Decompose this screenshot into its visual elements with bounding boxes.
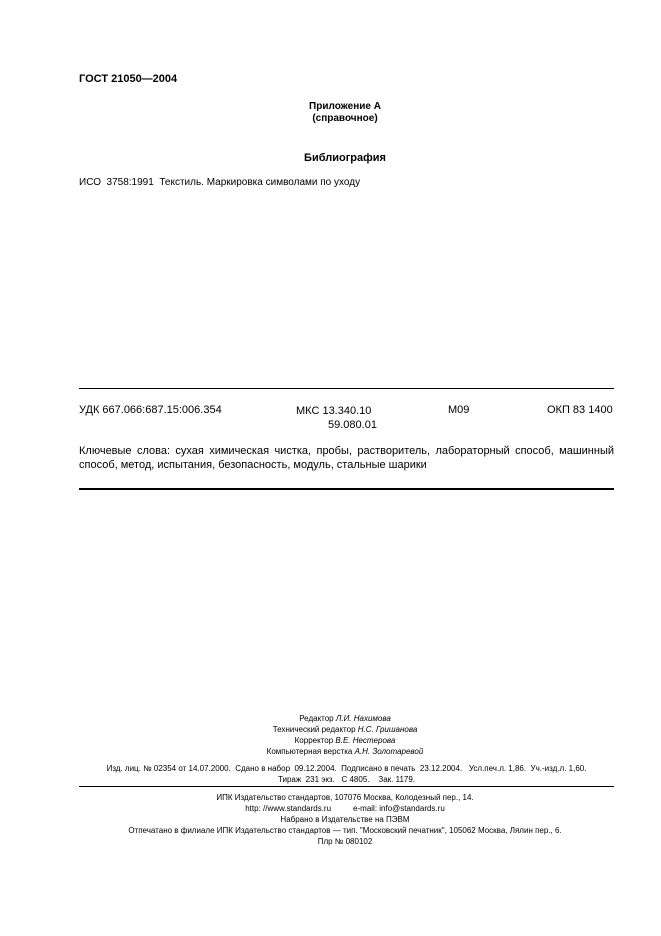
credit-role: Компьютерная верстка	[266, 747, 353, 756]
imprint-block	[79, 763, 614, 785]
divider-top	[79, 388, 614, 389]
udk-code: УДК 667.066:687.15:006.354	[79, 404, 222, 416]
imprint-line: Изд. лиц. № 02354 от 14.07.2000. Сдано в набор 09.12.2004. Подписано в печать 23.12.2004. Усл.печ.л. 1,86. Уч.-изд.л. 1,60.	[106, 764, 587, 773]
mks-code-line1: МКС 13.340.10	[296, 405, 372, 417]
credit-editor	[0, 713, 661, 724]
publisher-address: ИПК Издательство стандартов, 107076 Москва, Колодезный пер., 14.	[216, 793, 474, 802]
divider-bottom	[79, 786, 614, 787]
bibliography-title: Библиография	[304, 152, 386, 164]
credit-tech-editor	[0, 724, 661, 735]
publisher-website: http: //www.standards.ru	[245, 804, 332, 813]
publisher-license: Плр № 080102	[317, 837, 373, 846]
credit-layout	[0, 746, 661, 757]
publisher-contacts	[0, 803, 661, 814]
credit-name: Н.С. Гришанова	[357, 725, 418, 734]
credit-name: А.Н. Золотаревой	[354, 747, 424, 756]
publisher-typeset: Набрано в Издательстве на ПЭВМ	[280, 815, 410, 824]
mks-code-line2: 59.080.01	[328, 419, 377, 431]
credit-role: Корректор	[294, 736, 334, 745]
credits-block	[0, 713, 661, 757]
publisher-email: e-mail: info@standards.ru	[353, 804, 445, 813]
credit-role: Редактор	[299, 714, 334, 723]
credit-name: Л.И. Нахимова	[335, 714, 391, 723]
group-code: М09	[448, 404, 470, 416]
publisher-printer: Отпечатано в филиале ИПК Издательство стандартов — тип. "Московский печатник", 105062 Москва, Лялин пер., 6.	[128, 826, 562, 835]
document-id: ГОСТ 21050—2004	[79, 73, 178, 85]
credit-role: Технический редактор	[272, 725, 356, 734]
imprint-line: Тираж 231 экз. С 4805. Зак. 1179.	[277, 775, 416, 784]
annex-note: (справочное)	[312, 113, 378, 124]
credit-name: В.Е. Нестерова	[335, 736, 396, 745]
annex-title: Приложение А	[309, 101, 381, 112]
okp-code: ОКП 83 1400	[547, 404, 613, 416]
mks-code	[296, 404, 377, 432]
divider-middle	[79, 488, 614, 490]
publisher-block	[0, 792, 661, 847]
keywords: Ключевые слова: сухая химическая чистка, пробы, растворитель, лабораторный способ, машинный способ, метод, испытания, безопасность, модуль, стальные шарики	[79, 445, 614, 471]
bibliography-entry: ИСО 3758:1991 Текстиль. Маркировка символами по уходу	[79, 177, 361, 188]
credit-proofreader	[0, 735, 661, 746]
